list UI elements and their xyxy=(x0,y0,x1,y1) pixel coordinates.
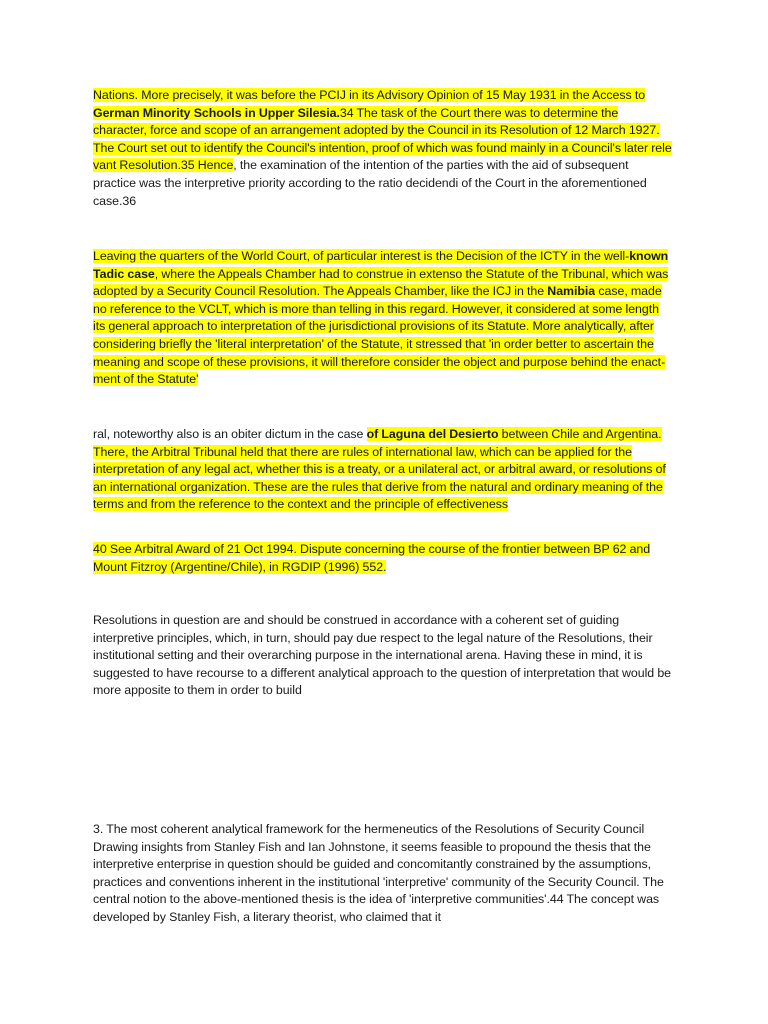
paragraph-icty-tadic xyxy=(93,248,673,389)
text-segment-bold: German Minority Schools in Upper Silesia. xyxy=(93,105,340,120)
text-segment: 34 The task of the Court there was to determine the character, force and scope of an arrangement adopted by the Council in its Resolution of 12 March 1927. The Court set out to identify the Council's intention, proof of which was found mainly in a Council's later rele vant Resolution.35 Hence xyxy=(93,105,672,173)
paragraph-resolutions xyxy=(93,612,673,700)
text-segment: , where the Appeals Chamber had to construe in extenso the Statute of the Tribunal, which was adopted by a Security Council Resolution. The Appeals Chamber, like the ICJ in the xyxy=(93,266,669,299)
text-segment: , the examination of the intention of the parties with the aid of subsequent practice was the interpretive priority according to the ratio decidendi of the Court in the aforementioned case.36 xyxy=(93,158,647,208)
text-segment-bold: Namibia xyxy=(547,284,596,299)
text-segment: Leaving the quarters of the World Court, of particular interest is the Decision of the ICTY in the well- xyxy=(93,249,630,263)
text-segment: ral, noteworthy also is an obiter dictum in the case xyxy=(93,427,367,441)
text-segment: between Chile and Argentina. There, the Arbitral Tribunal held that there are rules of international law, which can be applied for the interpretation of any legal act, whether this is a treaty, or a unilateral act, or arbitral award, or resolutions of an international organization. These are the rules that derive from the natural and ordinary meaning of the terms and from the reference to the context and the principle of effectiveness xyxy=(93,427,666,512)
text-segment: 40 See Arbitral Award of 21 Oct 1994. Dispute concerning the course of the frontier between BP 62 and Mount Fitzroy (Argentine/Chile), in RGDIP (1996) 552. xyxy=(93,542,651,574)
paragraph-laguna-del-desierto xyxy=(93,426,673,514)
text-segment-bold: of Laguna del Desierto xyxy=(366,427,499,441)
text-segment: 3. The most coherent analytical framework for the hermeneutics of the Resolutions of Security Council Drawing insights from Stanley Fish and Ian Johnstone, it seems feasible to propound the thesis that the interpretive enterprise in question should be guided and concomitantly constrained by the assumptions, practices and conventions inherent in the institutional 'interpretive' community of the Security Council. The central notion to the above-mentioned thesis is the idea of 'interpretive communities'.44 The concept was developed by Stanley Fish, a literary theorist, who claimed that it xyxy=(93,822,664,924)
text-segment-bold: known Tadic case xyxy=(93,249,669,281)
text-segment: case, made no reference to the VCLT, which is more than telling in this regard. However, it considered at some length its general approach to interpretation of the jurisdictional provisions of its Statute. More analytically, after considering briefly the 'literal interpretation' of the Statute, it stressed that 'in order better to ascertain the meaning and scope of these provisions, it will therefore consider the object and purpose behind the enact- ment of the Statute' xyxy=(93,284,666,387)
paragraph-pcij-opinion xyxy=(93,87,673,210)
text-segment: Nations. More precisely, it was before the PCIJ in its Advisory Opinion of 15 May 1931 in the Access to xyxy=(93,88,646,102)
text-segment: Resolutions in question are and should be construed in accordance with a coherent set of guiding interpretive principles, which, in turn, should pay due respect to the legal nature of the Resolutions, their institutional setting and their overarching purpose in the international arena. Having these in mind, it is suggested to have recourse to a different analytical approach to the question of interpretation that would be more apposite to them in order to build xyxy=(93,613,672,698)
paragraph-analytical-framework xyxy=(93,821,673,927)
footnote-40 xyxy=(93,541,673,576)
